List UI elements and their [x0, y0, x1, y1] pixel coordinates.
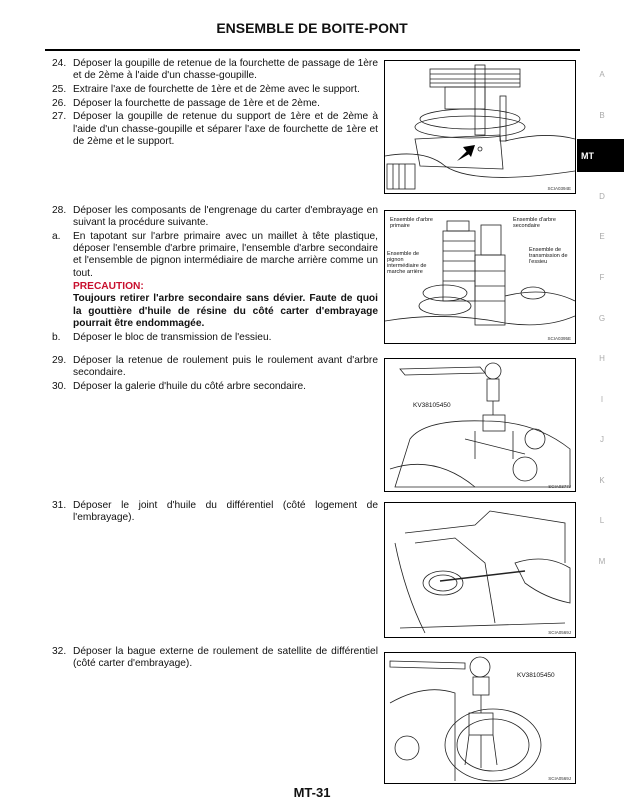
side-index-h[interactable]: H	[599, 354, 605, 363]
gear-assembly-illustration	[385, 211, 575, 343]
side-index-g[interactable]: G	[598, 314, 606, 323]
arrow-icon	[457, 145, 475, 161]
figure-caption: SCIA0377J	[548, 484, 571, 489]
figure-gear-components	[384, 210, 576, 344]
step-number: 27.	[52, 111, 67, 123]
step-number: 28.	[52, 205, 67, 216]
step-number: 26.	[52, 97, 67, 109]
steps-group-31	[52, 500, 378, 526]
step-31	[52, 500, 378, 524]
step-28a	[52, 231, 378, 280]
step-30	[52, 381, 378, 393]
side-index-l[interactable]: L	[599, 516, 605, 525]
figure-oil-seal-removal	[384, 502, 576, 638]
label-secondary-shaft: Ensemble d'arbre secondaire	[513, 217, 571, 229]
tool-label: KV38105450	[517, 672, 555, 679]
side-index-mt-active[interactable]: MT	[577, 139, 624, 172]
step-number: 29.	[52, 355, 67, 366]
step-text: Déposer la goupille de retenue du support de 1ère et de 2ème à l'aide d'un chasse-goupille et séparer l'axe de fourchette de 1ère et de 2ème et le support.	[73, 111, 378, 147]
header-rule	[45, 49, 580, 51]
steps-group-24-27	[52, 58, 378, 149]
side-index-a[interactable]: A	[599, 70, 605, 79]
side-index-k[interactable]: K	[599, 476, 605, 485]
precaution-text: Toujours retirer l'arbre secondaire sans dévier. Faute de quoi la gouttière d'huile de résine du côté carter d'embrayage pourrait être endommagée.	[73, 293, 378, 329]
figure-outer-race-removal	[384, 652, 576, 784]
step-26	[52, 98, 378, 110]
steps-group-32	[52, 646, 378, 672]
step-text: Déposer la retenue de roulement puis le roulement avant d'arbre secondaire.	[73, 355, 378, 379]
gearbox-illustration	[385, 61, 575, 193]
step-letter: a.	[52, 230, 61, 242]
label-primary-shaft: Ensemble d'arbre primaire	[390, 217, 442, 229]
figure-fork-pin-removal	[384, 60, 576, 194]
side-index-f[interactable]: F	[599, 273, 605, 282]
step-number: 30.	[52, 380, 67, 392]
step-32	[52, 646, 378, 670]
step-text: En tapotant sur l'arbre primaire avec un maillet à tête plastique, déposer l'ensemble d'arbre primaire, l'ensemble d'arbre secondaire et l'ensemble de pignon intermédiaire de marche arrière comme un tout.	[73, 230, 378, 279]
page-number: MT-31	[293, 785, 331, 800]
oil-seal-illustration	[385, 503, 575, 637]
tool-label: KV38105450	[413, 402, 451, 409]
step-25	[52, 84, 378, 96]
step-text: Déposer le joint d'huile du différentiel (côté logement de l'embrayage).	[73, 500, 378, 524]
side-index-b[interactable]: B	[599, 111, 605, 120]
step-text: Extraire l'axe de fourchette de 1ère et de 2ème avec le support.	[73, 83, 360, 95]
figure-caption: SCIA0569J	[548, 776, 571, 781]
step-number: 32.	[52, 646, 67, 657]
precaution	[52, 281, 378, 330]
step-24	[52, 58, 378, 82]
step-number: 31.	[52, 500, 67, 511]
figure-caption: SCIA0395E	[547, 336, 571, 341]
step-28b	[52, 332, 378, 344]
figure-bearing-removal	[384, 358, 576, 492]
label-axle-transmission: Ensemble de transmission de l'essieu	[529, 247, 573, 265]
step-text: Déposer le bloc de transmission de l'essieu.	[73, 331, 272, 343]
step-letter: b.	[52, 331, 61, 343]
figure-caption: SCIA0394E	[547, 186, 571, 191]
steps-group-28	[52, 205, 378, 345]
step-29	[52, 355, 378, 379]
label-reverse-idler: Ensemble de pignon intermédiaire de marche arrière	[387, 251, 433, 275]
step-27	[52, 111, 378, 148]
precaution-label: PRECAUTION:	[73, 281, 144, 293]
figure-caption: SCIA0569J	[548, 630, 571, 635]
side-index-i[interactable]: I	[600, 395, 604, 404]
step-28	[52, 205, 378, 229]
step-text: Déposer la goupille de retenue de la fourchette de passage de 1ère et de 2ème à l'aide d'un chasse-goupille.	[73, 58, 378, 82]
step-text: Déposer les composants de l'engrenage du carter d'embrayage en suivant la procédure suivante.	[73, 205, 378, 229]
step-number: 24.	[52, 58, 67, 69]
puller-illustration	[385, 359, 575, 491]
step-text: Déposer la fourchette de passage de 1ère et de 2ème.	[73, 97, 320, 109]
step-text: Déposer la galerie d'huile du côté arbre secondaire.	[73, 380, 307, 392]
side-index-j[interactable]: J	[600, 435, 604, 444]
page-title: ENSEMBLE DE BOITE-PONT	[216, 20, 408, 36]
steps-group-29-30	[52, 355, 378, 395]
step-number: 25.	[52, 83, 67, 95]
step-text: Déposer la bague externe de roulement de satellite de différentiel (côté carter d'embrayage).	[73, 646, 378, 670]
side-index-e[interactable]: E	[599, 232, 605, 241]
side-index-m[interactable]: M	[598, 557, 606, 566]
side-index-d[interactable]: D	[599, 192, 605, 201]
